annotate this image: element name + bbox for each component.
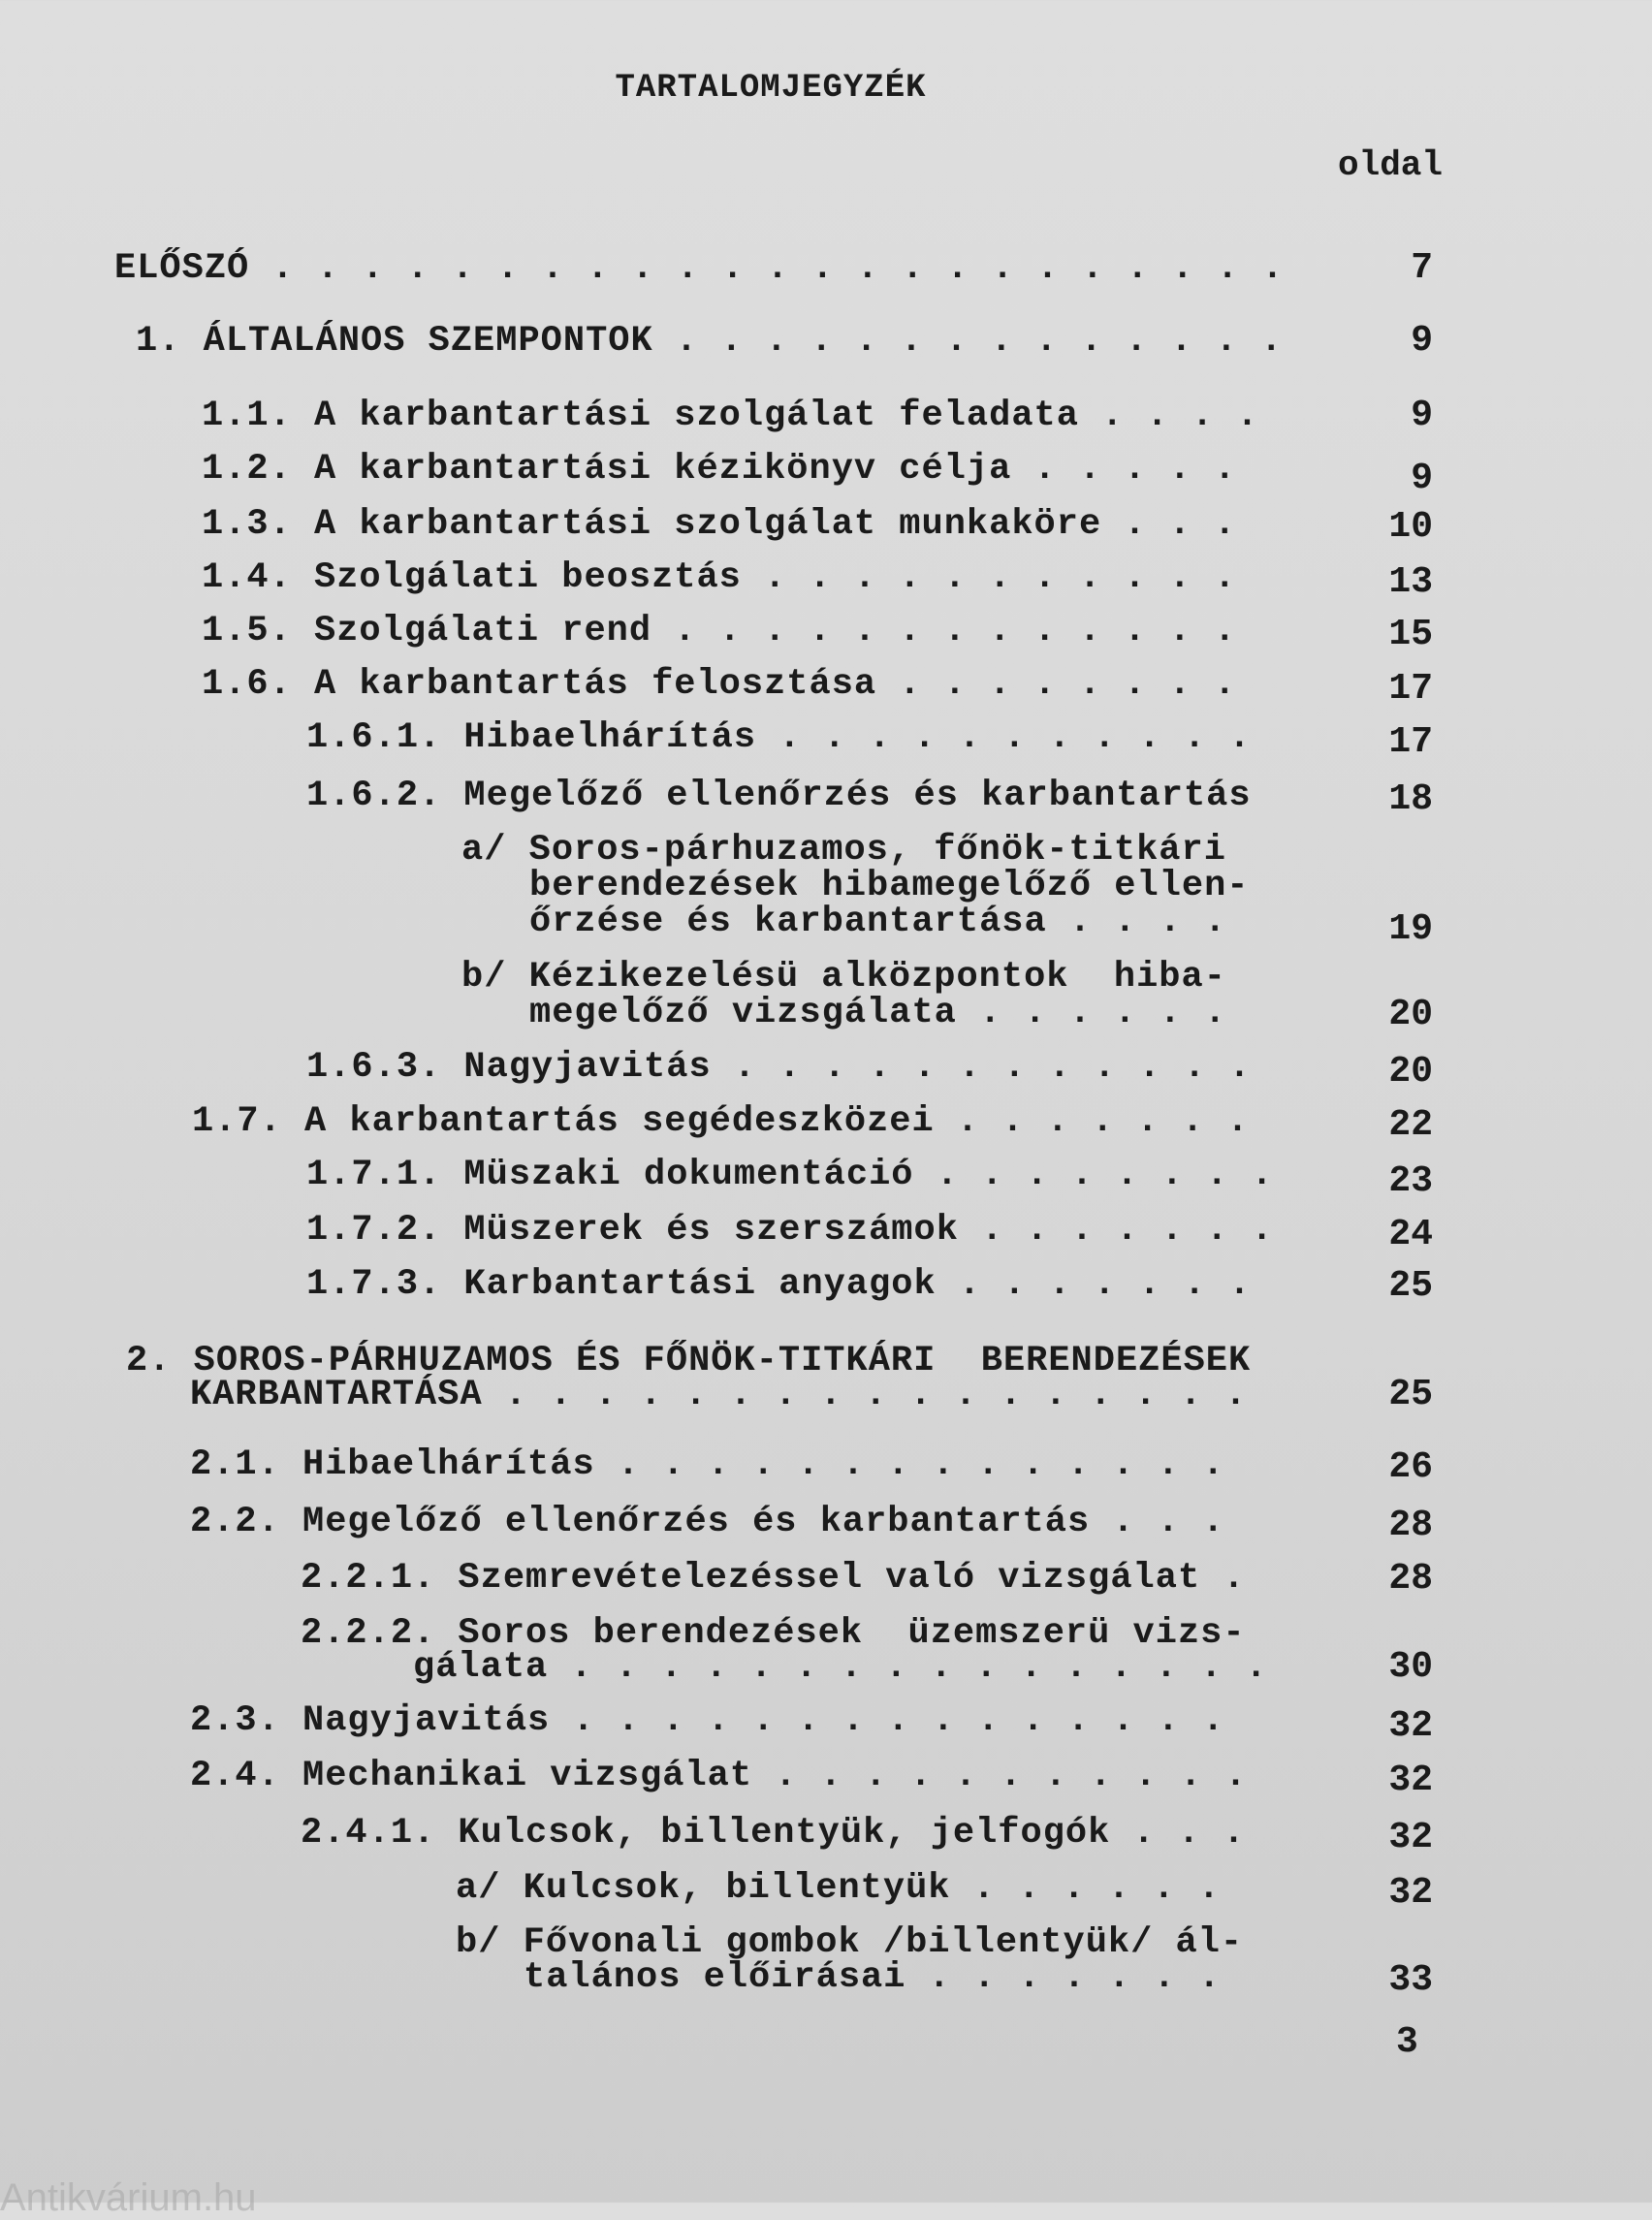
page-column-header: oldal [1338,145,1444,185]
toc-entry-line: berendezések hibamegelőző ellen- [529,866,1250,906]
toc-entry-page: 19 [1388,908,1433,950]
toc-entry-page: 33 [1388,1959,1433,2001]
toc-entry-line: 1.6.1. Hibaelhárítás . . . . . . . . . . . [306,717,1252,758]
toc-entry-line: 2.4.1. Kulcsok, billentyük, jelfogók . . . [301,1813,1246,1854]
toc-entry-page: 32 [1388,1872,1433,1914]
toc-entry-line: 1.7. A karbantartás segédeszközei . . . . . . . [192,1101,1250,1142]
toc-entry-line: 1. ÁLTALÁNOS SZEMPONTOK . . . . . . . . . . . . . . [136,321,1284,362]
toc-entry-page: 13 [1388,561,1433,603]
toc-entry-page: 25 [1388,1374,1433,1415]
toc-entry-line: 2.4. Mechanikai vizsgálat . . . . . . . . . . . [190,1756,1248,1796]
watermark: Antikvárium.hu [0,2176,257,2219]
toc-entry-line: 2. SOROS-PÁRHUZAMOS ÉS FŐNÖK-TITKÁRI BERENDEZÉSEK [126,1341,1252,1381]
toc-entry-line: gálata . . . . . . . . . . . . . . . . [413,1647,1268,1688]
toc-entry-line: megelőző vizsgálata . . . . . . [529,993,1227,1033]
toc-entry-line: a/ Soros-párhuzamos, főnök-titkári [461,830,1226,871]
toc-entry-line: 2.2. Megelőző ellenőrzés és karbantartás . . . [190,1502,1225,1542]
toc-entry-line: 1.7.1. Müszaki dokumentáció . . . . . . . . [306,1155,1274,1195]
toc-entry-page: 20 [1388,994,1433,1035]
toc-entry-page: 7 [1411,247,1433,289]
toc-entry-line: 1.6.2. Megelőző ellenőrzés és karbantartás [306,776,1252,816]
toc-entry-page: 9 [1411,458,1433,499]
toc-entry-page: 9 [1411,320,1433,362]
toc-entry-line: KARBANTARTÁSA . . . . . . . . . . . . . . . . . [190,1375,1248,1415]
toc-entry-page: 23 [1388,1160,1433,1202]
toc-entry-page: 20 [1388,1051,1433,1093]
toc-entry-line: b/ Kézikezelésü alközpontok hiba- [461,957,1226,998]
toc-entry-page: 30 [1388,1646,1433,1688]
toc-entry-page: 25 [1388,1265,1433,1307]
toc-entry-page: 22 [1388,1104,1433,1146]
toc-entry-line: 1.2. A karbantartási kézikönyv célja . . . . . [202,449,1237,490]
toc-entry-line: 2.3. Nagyjavitás . . . . . . . . . . . . . . . [190,1700,1225,1741]
toc-entry-line: ELŐSZÓ . . . . . . . . . . . . . . . . . . . . . . . [114,248,1285,289]
toc-entry-line: talános előirásai . . . . . . . [524,1957,1222,1998]
toc-entry-page: 32 [1388,1705,1433,1747]
page-number: 3 [1396,2021,1418,2063]
toc-entry-page: 28 [1388,1505,1433,1546]
toc-entry-page: 15 [1388,614,1433,655]
toc-entry-line: 1.6. A karbantartás felosztása . . . . . . . . [202,664,1237,705]
toc-entry-page: 32 [1388,1760,1433,1801]
toc-entry-page: 26 [1388,1446,1433,1488]
toc-entry-page: 18 [1388,778,1433,820]
toc-entry-line: 1.4. Szolgálati beosztás . . . . . . . . . . . [202,557,1237,598]
page-title: TARTALOMJEGYZÉK [615,70,927,107]
toc-entry-line: a/ Kulcsok, billentyük . . . . . . [456,1868,1221,1909]
toc-entry-page: 17 [1388,721,1433,763]
toc-entry-page: 24 [1388,1214,1433,1255]
toc-entry-line: őrzése és karbantartása . . . . [529,902,1227,942]
toc-entry-page: 28 [1388,1558,1433,1600]
toc-entry-line: 2.1. Hibaelhárítás . . . . . . . . . . . . . . [190,1444,1225,1485]
toc-entry-page: 10 [1388,506,1433,548]
toc-entry-line: 1.1. A karbantartási szolgálat feladata . . . . [202,396,1259,436]
toc-entry-line: 1.7.3. Karbantartási anyagok . . . . . . . [306,1264,1252,1305]
toc-entry-line: 1.3. A karbantartási szolgálat munkaköre . . . [202,504,1237,545]
toc-entry-page: 9 [1411,395,1433,436]
toc-entry-page: 32 [1388,1817,1433,1858]
toc-entry-line: 1.5. Szolgálati rend . . . . . . . . . . . . . [202,611,1237,651]
toc-entry-line: 2.2.1. Szemrevételezéssel való vizsgálat . [301,1558,1246,1599]
toc-entry-page: 17 [1388,668,1433,710]
toc-entry-line: b/ Fővonali gombok /billentyük/ ál- [456,1922,1244,1963]
toc-entry-line: 1.7.2. Müszerek és szerszámok . . . . . . . [306,1210,1274,1251]
toc-entry-line: 2.2.2. Soros berendezések üzemszerü vizs- [301,1613,1246,1654]
toc-entry-line: 1.6.3. Nagyjavitás . . . . . . . . . . . . [306,1047,1252,1088]
